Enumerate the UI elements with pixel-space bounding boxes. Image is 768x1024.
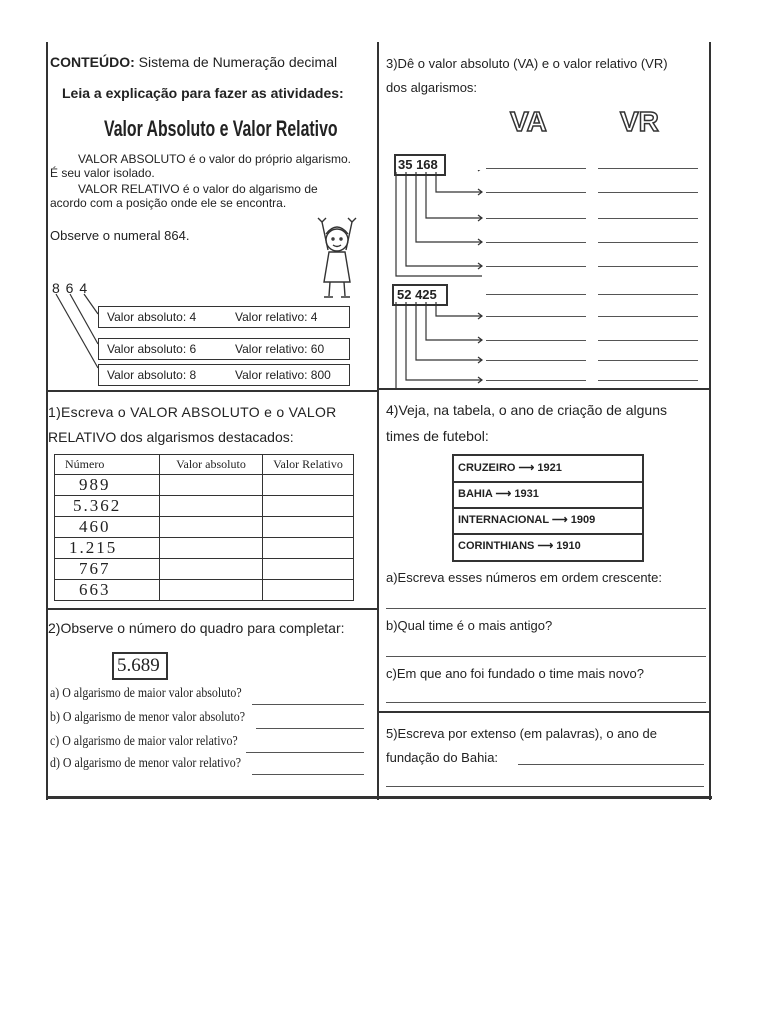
q2-answer-line-c[interactable] (246, 752, 364, 753)
team-name: INTERNACIONAL (458, 514, 549, 526)
vr-line-1-5[interactable] (598, 266, 698, 267)
team-year: 1921 (537, 462, 562, 474)
pointer-lines (54, 292, 114, 372)
q4-b-answer-line[interactable] (386, 656, 706, 657)
teams-row-divider (454, 533, 642, 535)
header-numero: Número (55, 455, 160, 475)
va-label: VA (510, 106, 547, 137)
q1-number: 1.215 (55, 538, 160, 559)
left-divider-1 (46, 390, 377, 392)
value-row-3 (98, 364, 350, 386)
value-row-1-va: Valor absoluto: 4 (107, 310, 197, 324)
q1-number: 767 (55, 559, 160, 580)
bottom-border (46, 796, 712, 799)
va-line-1-5[interactable] (486, 266, 586, 267)
vr-line-2-1[interactable] (598, 294, 698, 295)
team-row-cruzeiro (458, 461, 562, 474)
right-divider-2 (379, 711, 711, 713)
instruction: Leia a explicação para fazer as atividades: (62, 85, 344, 101)
q2-number-box (112, 652, 168, 680)
team-name: CRUZEIRO (458, 462, 516, 474)
q2-answer-line-a[interactable] (252, 704, 364, 705)
value-row-2 (98, 338, 350, 360)
value-row-2-va: Valor absoluto: 6 (107, 342, 197, 356)
arrow-icon: ⟶ (518, 462, 535, 474)
va-line-1-2[interactable] (486, 192, 586, 193)
teams-row-divider (454, 507, 642, 509)
content-heading (50, 54, 337, 70)
vr-line-2-5[interactable] (598, 380, 698, 381)
right-border (709, 42, 711, 800)
q2-item-d: d) O algarismo de menor valor relativo? (50, 756, 241, 771)
team-year: 1931 (514, 488, 539, 500)
teams-row-divider (454, 481, 642, 483)
para2-line2: acordo com a posição onde ele se encontra. (50, 196, 287, 210)
q4-line1: 4)Veja, na tabela, o ano de criação de alguns (386, 402, 667, 418)
q4-line2: times de futebol: (386, 428, 489, 444)
arrow-icon: ⟶ (537, 540, 554, 552)
va-line-2-3[interactable] (486, 340, 586, 341)
q2-answer-line-d[interactable] (252, 774, 364, 775)
value-row-1-vr: Valor relativo: 4 (235, 310, 318, 324)
q1-vr-cell[interactable] (263, 517, 354, 538)
vr-label: VR (620, 106, 659, 137)
vr-line-1-4[interactable] (598, 242, 698, 243)
q3-arrows-2 (392, 300, 712, 390)
content-text: Sistema de Numeração decimal (138, 54, 338, 70)
q1-line2: RELATIVO dos algarismos destacados: (48, 429, 294, 445)
value-row-2-vr: Valor relativo: 60 (235, 342, 325, 356)
para2-line1: VALOR RELATIVO é o valor do algarismo de (78, 182, 318, 196)
q3-number-2: 52 425 (397, 287, 437, 302)
header-valor-absoluto: Valor absoluto (160, 455, 263, 475)
q4-a-answer-line[interactable] (386, 608, 706, 609)
q4-a: a)Escreva esses números em ordem crescente: (386, 570, 662, 585)
vr-line-2-3[interactable] (598, 340, 698, 341)
q2-item-b: b) O algarismo de menor valor absoluto? (50, 710, 245, 725)
content-label: CONTEÚDO: (50, 54, 135, 70)
q1-va-cell[interactable] (160, 496, 263, 517)
left-border (46, 42, 48, 800)
worksheet (46, 42, 712, 800)
teams-table (452, 454, 644, 562)
value-row-1 (98, 306, 350, 328)
vr-line-2-2[interactable] (598, 316, 698, 317)
va-line-2-4[interactable] (486, 360, 586, 361)
vr-line-1-2[interactable] (598, 192, 698, 193)
vr-line-2-4[interactable] (598, 360, 698, 361)
va-line-2-1[interactable] (486, 294, 586, 295)
team-row-corinthians (458, 539, 581, 552)
q2-answer-line-b[interactable] (256, 728, 364, 729)
para1-line1: VALOR ABSOLUTO é o valor do próprio algarismo. (78, 152, 352, 166)
arrow-icon: ⟶ (551, 514, 568, 526)
va-line-1-4[interactable] (486, 242, 586, 243)
q2-intro: 2)Observe o número do quadro para completar: (48, 620, 345, 636)
center-divider (377, 42, 379, 800)
q1-number: 989 (55, 475, 160, 496)
header-valor-relativo: Valor Relativo (263, 455, 354, 475)
q3-number-1: 35 168 (398, 157, 438, 172)
q1-va-cell[interactable] (160, 580, 263, 601)
q1-va-cell[interactable] (160, 538, 263, 559)
q2-number: 5.689 (117, 655, 160, 676)
q4-c: c)Em que ano foi fundado o time mais novo? (386, 666, 644, 681)
q3-line2: dos algarismos: (386, 80, 478, 95)
q1-number: 460 (55, 517, 160, 538)
numeral-864: 8 6 4 (52, 280, 89, 296)
arrow-icon: ⟶ (495, 488, 512, 500)
team-row-internacional (458, 513, 595, 526)
va-line-1-1[interactable] (486, 168, 586, 169)
q1-vr-cell[interactable] (263, 496, 354, 517)
team-name: CORINTHIANS (458, 540, 535, 552)
lesson-title: Valor Absoluto e Valor Relativo (104, 116, 338, 141)
girl-illustration (302, 204, 372, 304)
team-year: 1909 (570, 514, 596, 526)
q2-item-a: a) O algarismo de maior valor absoluto? (50, 686, 242, 701)
left-divider-2 (46, 608, 377, 610)
team-year: 1910 (556, 540, 581, 552)
q1-vr-cell[interactable] (263, 538, 354, 559)
q1-va-cell[interactable] (160, 559, 263, 580)
team-row-bahia (458, 487, 539, 500)
q1-number: 5.362 (55, 496, 160, 517)
va-line-2-5[interactable] (486, 380, 586, 381)
q4-c-answer-line[interactable] (386, 702, 706, 703)
q5-answer-line-2[interactable] (386, 786, 704, 787)
team-name: BAHIA (458, 488, 493, 500)
q1-vr-cell[interactable] (263, 559, 354, 580)
q5-answer-line-1[interactable] (518, 764, 704, 765)
q3-arrows-1 (394, 170, 714, 280)
vr-line-1-3[interactable] (598, 218, 698, 219)
va-line-2-2[interactable] (486, 316, 586, 317)
q1-vr-cell[interactable] (263, 580, 354, 601)
para1-line2: É seu valor isolado. (50, 166, 155, 180)
va-line-1-3[interactable] (486, 218, 586, 219)
q1-number: 663 (55, 580, 160, 601)
observe-text: Observe o numeral 864. (50, 228, 190, 243)
q1-va-cell[interactable] (160, 517, 263, 538)
q5-line1: 5)Escreva por extenso (em palavras), o ano de (386, 726, 657, 741)
q2-item-c: c) O algarismo de maior valor relativo? (50, 734, 238, 749)
q1-table (54, 454, 354, 601)
value-row-3-va: Valor absoluto: 8 (107, 368, 197, 382)
q3-line1: 3)Dê o valor absoluto (VA) e o valor relativo (VR) (386, 56, 668, 71)
q5-line2: fundação do Bahia: (386, 750, 499, 765)
q4-b: b)Qual time é o mais antigo? (386, 618, 553, 633)
vr-line-1-1[interactable] (598, 168, 698, 169)
q1-va-cell[interactable] (160, 475, 263, 496)
value-row-3-vr: Valor relativo: 800 (235, 368, 331, 382)
q1-line1: 1)Escreva o VALOR ABSOLUTO e o VALOR (48, 404, 337, 420)
q1-vr-cell[interactable] (263, 475, 354, 496)
